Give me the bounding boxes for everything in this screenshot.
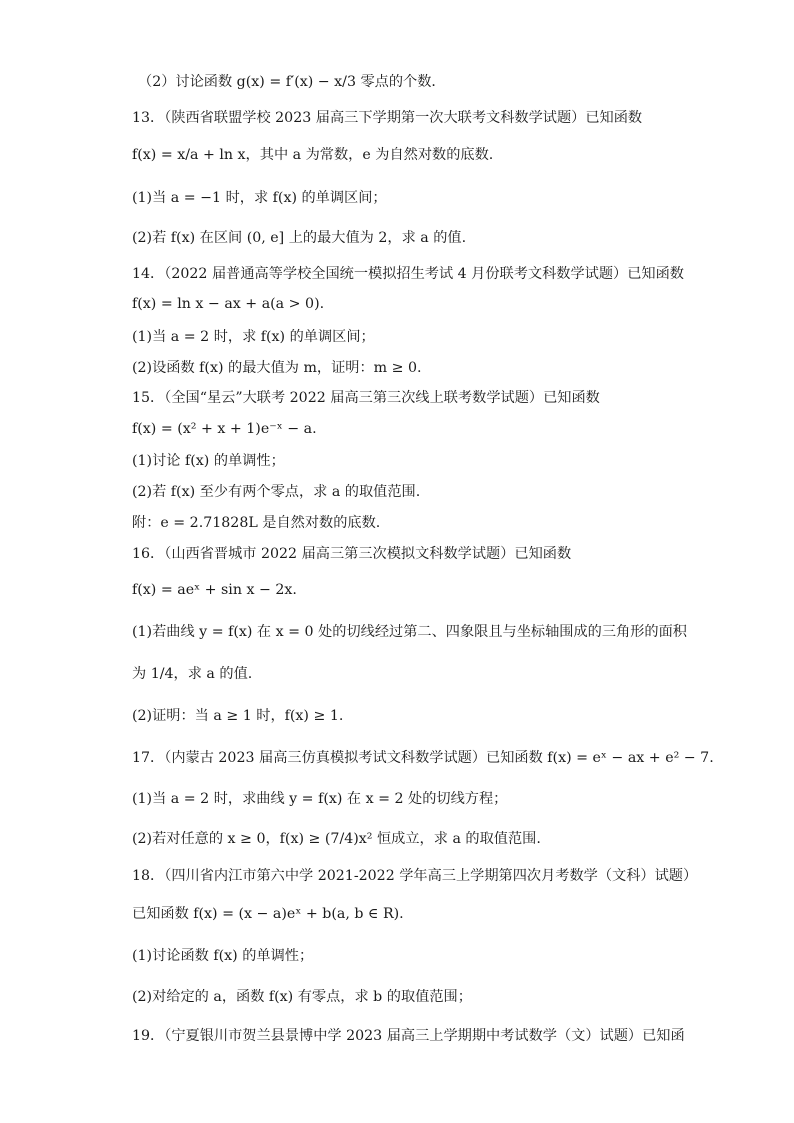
text-line: f(x) = aeˣ + sin x − 2x.	[132, 582, 297, 598]
text-line: (2)若对任意的 x ≥ 0，f(x) ≥ (7/4)x² 恒成立，求 a 的取值范围.	[132, 831, 541, 847]
text-line: （2）讨论函数 g(x) = f′(x) − x/3 零点的个数．	[138, 74, 446, 90]
text-line: (1)若曲线 y = f(x) 在 x = 0 处的切线经过第二、四象限且与坐标轴围成的三角形的面积	[132, 624, 687, 640]
text-line: (2)对给定的 a，函数 f(x) 有零点，求 b 的取值范围；	[132, 989, 472, 1005]
text-line: 已知函数 f(x) = (x − a)eˣ + b(a, b ∈ R).	[132, 906, 404, 922]
problem-14-header: 14．（2022 届普通高等学校全国统一模拟招生考试 4 月份联考文科数学试题）已知函数	[132, 266, 684, 282]
text-line: (1)讨论函数 f(x) 的单调性；	[132, 948, 314, 964]
problem-15-header: 15．（全国“星云”大联考 2022 届高三第三次线上联考数学试题）已知函数	[132, 390, 600, 406]
text-line: f(x) = ln x − ax + a(a > 0).	[132, 296, 325, 312]
text-line: (1)当 a = 2 时，求曲线 y = f(x) 在 x = 2 处的切线方程；	[132, 791, 508, 807]
text-line: 附：e = 2.71828L 是自然对数的底数.	[132, 515, 381, 531]
text-line: (1)当 a = −1 时，求 f(x) 的单调区间；	[132, 190, 387, 206]
text-line: 为 1/4，求 a 的值.	[132, 666, 253, 682]
problem-16-header: 16．（山西省晋城市 2022 届高三第三次模拟文科数学试题）已知函数	[132, 546, 572, 562]
text-line: (2)若 f(x) 在区间 (0, e] 上的最大值为 2，求 a 的值.	[132, 230, 467, 246]
text-line: f(x) = x/a + ln x，其中 a 为常数，e 为自然对数的底数.	[132, 147, 494, 163]
problem-17-header: 17．（内蒙古 2023 届高三仿真模拟考试文科数学试题）已知函数 f(x) = eˣ − ax + e² − 7.	[132, 750, 714, 766]
text-line: (2)设函数 f(x) 的最大值为 m，证明：m ≥ 0.	[132, 360, 422, 376]
problem-19-header: 19．（宁夏银川市贺兰县景博中学 2023 届高三上学期期中考试数学（文）试题）已知函	[132, 1028, 685, 1044]
problem-13-header: 13．（陕西省联盟学校 2023 届高三下学期第一次大联考文科数学试题）已知函数	[132, 110, 643, 126]
text-line: (1)当 a = 2 时，求 f(x) 的单调区间；	[132, 329, 375, 345]
text-line: (2)若 f(x) 至少有两个零点，求 a 的取值范围.	[132, 484, 421, 500]
text-line: (1)讨论 f(x) 的单调性；	[132, 453, 285, 469]
problem-18-header: 18．（四川省内江市第六中学 2021-2022 学年高三上学期第四次月考数学（文科）试题）	[132, 868, 698, 884]
text-line: (2)证明：当 a ≥ 1 时，f(x) ≥ 1.	[132, 708, 344, 724]
text-line: f(x) = (x² + x + 1)e⁻ˣ − a.	[132, 421, 317, 437]
